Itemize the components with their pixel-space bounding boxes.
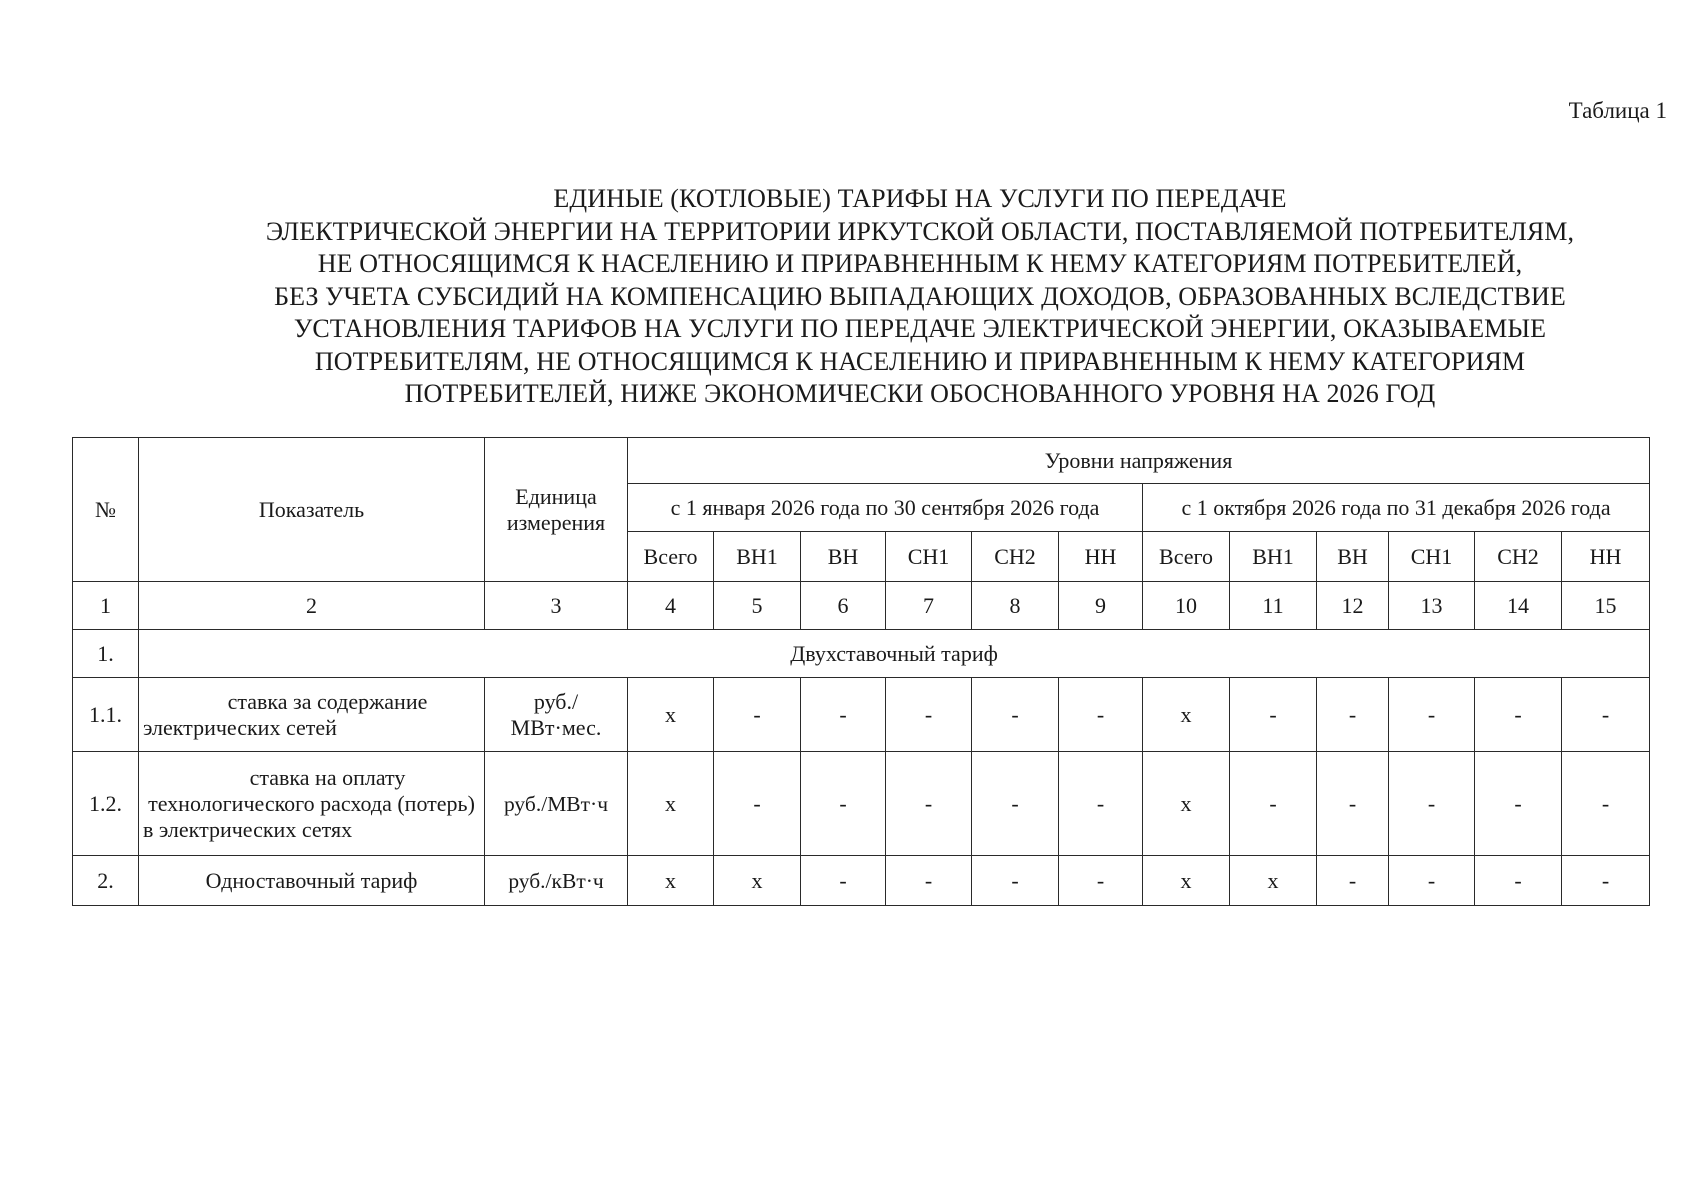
row-num: 2. [73, 856, 139, 906]
header-voltage-levels: Уровни напряжения [628, 438, 1650, 484]
table-row [73, 752, 1650, 856]
row-value: - [886, 856, 972, 906]
row-value: x [714, 856, 801, 906]
row-value: - [1475, 752, 1562, 856]
header-level: СН2 [972, 532, 1059, 582]
header-level: НН [1562, 532, 1650, 582]
row-value: - [1475, 678, 1562, 752]
row-num: 1.2. [73, 752, 139, 856]
row-num: 1.1. [73, 678, 139, 752]
row-value: - [1317, 856, 1389, 906]
row-value: x [628, 752, 714, 856]
row-value: x [1143, 752, 1230, 856]
row-value: - [1059, 856, 1143, 906]
row-value: - [1389, 856, 1475, 906]
row-value: - [714, 752, 801, 856]
title-line: ЭЛЕКТРИЧЕСКОЙ ЭНЕРГИИ НА ТЕРРИТОРИИ ИРКУТСКОЙ ОБЛАСТИ, ПОСТАВЛЯЕМОЙ ПОТРЕБИТЕЛЯМ, [265, 216, 1575, 246]
header-level: ВН [1317, 532, 1389, 582]
column-number: 2 [139, 582, 485, 630]
column-number: 9 [1059, 582, 1143, 630]
title-line: ПОТРЕБИТЕЛЯМ, НЕ ОТНОСЯЩИМСЯ К НАСЕЛЕНИЮ И ПРИРАВНЕННЫМ К НЕМУ КАТЕГОРИЯМ [314, 346, 1526, 376]
row-value: - [1059, 752, 1143, 856]
column-number: 13 [1389, 582, 1475, 630]
column-number: 8 [972, 582, 1059, 630]
row-value: - [1230, 752, 1317, 856]
row-value: - [1562, 752, 1650, 856]
header-level: НН [1059, 532, 1143, 582]
column-number: 7 [886, 582, 972, 630]
header-unit: Единица измерения [485, 438, 628, 582]
column-number: 14 [1475, 582, 1562, 630]
row-value: x [1230, 856, 1317, 906]
title-line: УСТАНОВЛЕНИЯ ТАРИФОВ НА УСЛУГИ ПО ПЕРЕДАЧЕ ЭЛЕКТРИЧЕСКОЙ ЭНЕРГИИ, ОКАЗЫВАЕМЫЕ [293, 314, 1547, 343]
header-level: СН1 [1389, 532, 1475, 582]
row-value: - [1230, 678, 1317, 752]
row-value: - [1562, 678, 1650, 752]
row-value: - [972, 678, 1059, 752]
header-level: Всего [628, 532, 714, 582]
row-value: x [1143, 856, 1230, 906]
row-unit: руб./кВт·ч [485, 856, 628, 906]
table-label: Таблица 1 [1568, 98, 1667, 123]
row-value: x [628, 856, 714, 906]
row-indicator: Двухставочный тариф [139, 630, 1650, 678]
header-row-levels [73, 438, 1650, 484]
column-number-row [73, 582, 1650, 630]
header-period-1: с 1 января 2026 года по 30 сентября 2026 года [628, 484, 1143, 532]
header-level: СН1 [886, 532, 972, 582]
title-line: ПОТРЕБИТЕЛЕЙ, НИЖЕ ЭКОНОМИЧЕСКИ ОБОСНОВАННОГО УРОВНЯ НА 2026 ГОД [404, 379, 1436, 408]
row-value: - [801, 678, 886, 752]
row-value: - [714, 678, 801, 752]
header-level: СН2 [1475, 532, 1562, 582]
row-value: - [1317, 678, 1389, 752]
row-value: - [1475, 856, 1562, 906]
row-indicator: ставка за содержание электрических сетей [139, 678, 485, 752]
row-value: - [801, 752, 886, 856]
row-unit: руб./МВт·мес. [485, 678, 628, 752]
row-value: x [1143, 678, 1230, 752]
row-value: - [886, 678, 972, 752]
row-value: - [1059, 678, 1143, 752]
row-indicator: Одноставочный тариф [139, 856, 485, 906]
tariff-table [72, 437, 1650, 906]
table-row [73, 630, 1650, 678]
column-number: 12 [1317, 582, 1389, 630]
table-row [73, 856, 1650, 906]
row-value: - [1389, 752, 1475, 856]
column-number: 6 [801, 582, 886, 630]
table-row [73, 678, 1650, 752]
row-indicator: ставка на оплату технологического расхода (потерь) в электрических сетях [139, 752, 485, 856]
title-line: ЕДИНЫЕ (КОТЛОВЫЕ) ТАРИФЫ НА УСЛУГИ ПО ПЕРЕДАЧЕ [553, 184, 1287, 213]
header-level: ВН [801, 532, 886, 582]
header-num: № [73, 438, 139, 582]
row-value: - [972, 752, 1059, 856]
row-value: - [801, 856, 886, 906]
column-number: 10 [1143, 582, 1230, 630]
column-number: 15 [1562, 582, 1650, 630]
header-level: ВН1 [714, 532, 801, 582]
row-value: - [886, 752, 972, 856]
column-number: 1 [73, 582, 139, 630]
column-number: 4 [628, 582, 714, 630]
header-period-2: с 1 октября 2026 года по 31 декабря 2026 года [1143, 484, 1650, 532]
row-value: - [1389, 678, 1475, 752]
row-value: - [972, 856, 1059, 906]
row-num: 1. [73, 630, 139, 678]
row-unit: руб./МВт·ч [485, 752, 628, 856]
header-indicator: Показатель [139, 438, 485, 582]
column-number: 11 [1230, 582, 1317, 630]
row-value: x [628, 678, 714, 752]
title-line: НЕ ОТНОСЯЩИМСЯ К НАСЕЛЕНИЮ И ПРИРАВНЕННЫМ К НЕМУ КАТЕГОРИЯМ ПОТРЕБИТЕЛЕЙ, [317, 249, 1523, 278]
row-value: - [1317, 752, 1389, 856]
column-number: 5 [714, 582, 801, 630]
row-value: - [1562, 856, 1650, 906]
column-number: 3 [485, 582, 628, 630]
header-level: Всего [1143, 532, 1230, 582]
document-title [180, 183, 1660, 411]
title-line: БЕЗ УЧЕТА СУБСИДИЙ НА КОМПЕНСАЦИЮ ВЫПАДАЮЩИХ ДОХОДОВ, ОБРАЗОВАННЫХ ВСЛЕДСТВИЕ [274, 281, 1566, 311]
header-level: ВН1 [1230, 532, 1317, 582]
